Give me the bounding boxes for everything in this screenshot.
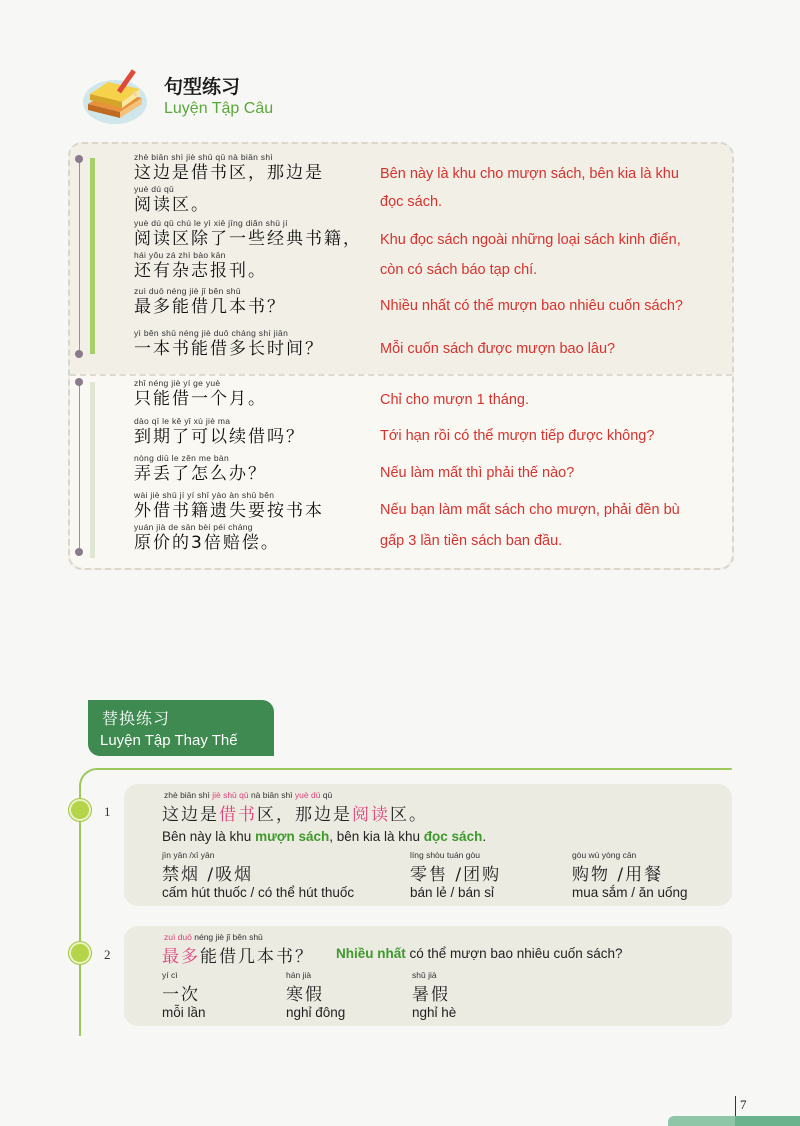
sentence-row [134,152,324,216]
substitution-title-vi: Luyện Tập Thay Thế [100,732,238,749]
divider-line [79,160,80,354]
pinyin-line: hái yǒu zá zhì bào kān [134,250,226,260]
pinyin-line: zhǐ néng jiè yí ge yuè [134,378,221,388]
card-stripe-top [90,158,95,354]
option-item [162,850,354,900]
chinese-line: 原价的3倍赔偿。 [134,533,280,553]
pinyin-line: yuán jià de sān bèi péi cháng [134,522,253,532]
option-zh: 禁烟 /吸烟 [162,865,254,885]
pinyin-line: wài jiè shū jí yí shī yào àn shū běn [134,490,275,500]
zh-part: 区。 [390,805,428,825]
vi-part-highlight: Nhiều nhất [336,946,406,961]
exercise-sentence-vi [336,946,623,961]
tree-curve [79,768,109,798]
pinyin-line: zuì duō néng jiè jǐ běn shū [134,286,241,296]
page-number: 7 [740,1097,747,1112]
option-pinyin: shǔ jià [412,970,437,980]
tree-line [79,790,81,1036]
dot-marker [75,548,83,556]
dot-marker [75,350,83,358]
option-item [286,970,345,1020]
pinyin-part: néng jiè jǐ běn shū [191,932,263,942]
option-zh: 购物 /用餐 [572,865,664,885]
section-title-zh: 句型练习 [164,76,241,98]
sentence-row [134,416,305,448]
zh-part-highlight: 借书 [219,805,257,825]
exercise-sentence-zh [162,942,314,967]
pinyin-part-highlight: jiè shū qū [212,790,249,800]
option-item [572,850,688,900]
vi-part: Bên này là khu [162,829,256,844]
chinese-line: 只能借一个月。 [134,389,267,409]
option-zh: 一次 [162,985,200,1005]
book-stack-icon [80,64,150,126]
option-pinyin: líng shòu tuán gòu [410,850,480,860]
pinyin-line: zhè biān shì jiè shū qū nà biān shì [134,152,274,162]
option-pinyin: jìn yān /xī yān [162,850,215,860]
exercise-number: 1 [104,804,111,819]
chinese-line: 到期了可以续借吗？ [134,427,305,447]
option-vi: cấm hút thuốc / có thể hút thuốc [162,885,355,900]
chinese-line: 一本书能借多长时间？ [134,339,324,359]
option-item [410,850,501,900]
chinese-line: 最多能借几本书？ [134,297,286,317]
option-zh: 暑假 [412,985,450,1005]
chinese-line: 阅读区。 [134,195,210,215]
pinyin-line: yuè dú qū chú le yì xiē jīng diǎn shū jí [134,218,288,228]
pinyin-line: yuè dú qū [134,184,175,194]
pinyin-part: zhè biān shì [164,790,213,800]
card-stripe-bottom [90,382,95,558]
zh-part: 区，那边是 [257,805,352,825]
footer-bar-accent [735,1116,800,1126]
translation-line: Nếu bạn làm mất sách cho mượn, phải đền bù [380,502,680,518]
option-vi: nghỉ hè [412,1005,457,1020]
option-vi: mỗi lần [162,1005,206,1020]
pinyin-part: nà biān shì [248,790,295,800]
option-vi: nghỉ đông [286,1005,346,1020]
option-pinyin: yí cì [162,970,178,980]
sentence-row [134,490,324,554]
section-title-vi: Luyện Tập Câu [164,100,274,117]
exercise-number: 2 [104,947,111,962]
divider-line [79,382,80,552]
zh-part-highlight: 最多 [162,947,200,967]
option-vi: bán lẻ / bán sỉ [410,885,495,900]
option-pinyin: gòu wù yòng cān [572,850,637,860]
chinese-line: 阅读区除了一些经典书籍， [134,229,362,249]
page-number-divider [735,1096,736,1118]
exercise-bullet [69,799,91,821]
exercise-pinyin [164,932,263,942]
pinyin-line: yì běn shū néng jiè duō cháng shí jiān [134,328,289,338]
sentence-row [134,286,286,318]
translation-line: Khu đọc sách ngoài những loại sách kinh điển, [380,232,681,248]
exercise-sentence-zh [162,800,428,825]
translation-line: còn có sách báo tạp chí. [380,262,538,278]
translation-line: gấp 3 lần tiền sách ban đầu. [380,533,563,549]
pinyin-part-highlight: yuè dú [294,790,321,800]
chinese-line: 还有杂志报刊。 [134,261,267,281]
option-zh: 零售 /团购 [410,865,502,885]
zh-part: 能借几本书？ [200,947,314,967]
translation-line: Mỗi cuốn sách được mượn bao lâu? [380,341,616,357]
chinese-line: 弄丢了怎么办？ [134,464,267,484]
tree-line [96,768,732,770]
option-item [162,970,206,1020]
option-vi: mua sắm / ăn uống [572,885,688,900]
vi-part: có thể mượn bao nhiêu cuốn sách? [405,946,623,961]
dot-marker [75,378,83,386]
vi-part: , bên kia là khu [329,829,424,844]
vi-part-highlight: đọc sách [423,829,483,844]
translation-line: Tới hạn rồi có thể mượn tiếp được không? [380,428,655,444]
chinese-line: 外借书籍遗失要按书本 [134,501,324,521]
option-item [412,970,456,1020]
chinese-line: 这边是借书区，那边是 [134,163,324,183]
translation-line: Nhiều nhất có thể mượn bao nhiêu cuốn sách? [380,298,683,314]
translation-line: Chỉ cho mượn 1 tháng. [380,392,529,408]
option-pinyin: hán jià [286,970,312,980]
substitution-section-label [88,700,274,756]
vi-part: . [482,829,487,844]
pinyin-line: nòng diū le zěn me bàn [134,453,229,463]
vi-part-highlight: mượn sách [255,829,330,844]
substitution-title-zh: 替换练习 [102,709,171,728]
translation-line: Nếu làm mất thì phải thế nào? [380,465,575,481]
exercise-pinyin [164,790,332,800]
pinyin-part-highlight: zuì duō [164,932,192,942]
sentence-row [134,378,267,410]
pinyin-part: qū [320,790,333,800]
translation-line: Bên này là khu cho mượn sách, bên kia là khu [380,166,679,182]
zh-part-highlight: 阅读 [352,805,390,825]
zh-part: 这边是 [162,805,219,825]
exercise-sentence-vi [162,829,486,844]
sentence-row [134,453,267,485]
sentence-row [134,328,324,360]
exercise-bullet [69,942,91,964]
dot-marker [75,155,83,163]
option-zh: 寒假 [286,985,324,1005]
translation-line: đọc sách. [380,194,443,210]
sentence-row [134,218,362,282]
pinyin-line: dào qī le kě yǐ xù jiè ma [134,416,231,426]
